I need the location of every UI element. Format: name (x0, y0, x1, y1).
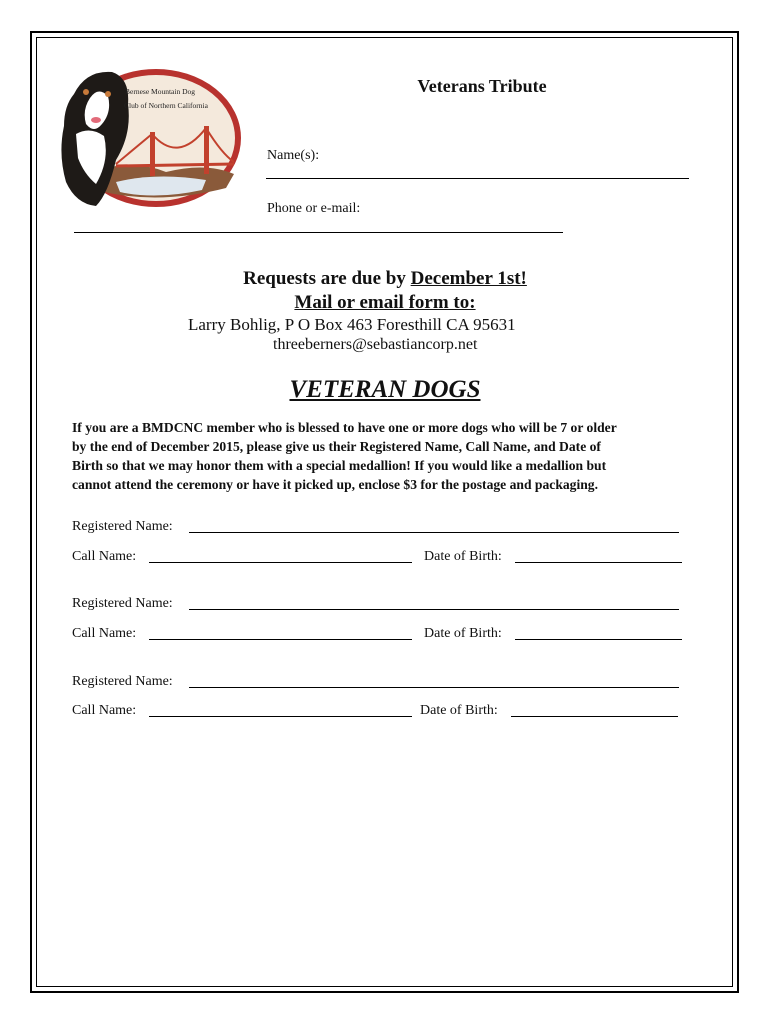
date-of-birth-label: Date of Birth: (420, 703, 498, 718)
paragraph-line: If you are a BMDCNC member who is blessed to have one or more dogs who will be 7 or older (72, 420, 617, 435)
mail-instruction: Mail or email form to: (294, 292, 476, 313)
logo-text-line1: Bernese Mountain Dog (125, 87, 195, 96)
registered-name-label: Registered Name: (72, 596, 173, 611)
date-of-birth-input-line[interactable] (515, 562, 682, 563)
phone-email-input-line[interactable] (74, 232, 563, 233)
call-name-input-line[interactable] (149, 716, 412, 717)
paragraph-line: Birth so that we may honor them with a special medallion! If you would like a medallion but (72, 458, 607, 473)
call-name-input-line[interactable] (149, 562, 412, 563)
registered-name-label: Registered Name: (72, 674, 173, 689)
date-of-birth-label: Date of Birth: (424, 626, 502, 641)
names-label: Name(s): (267, 148, 320, 163)
registered-name-label: Registered Name: (72, 519, 173, 534)
date-of-birth-input-line[interactable] (511, 716, 678, 717)
mailing-address: Larry Bohlig, P O Box 463 Foresthill CA 95631 (188, 315, 516, 334)
paragraph-line: cannot attend the ceremony or have it picked up, enclose $3 for the postage and packaging. (72, 477, 599, 492)
phone-email-label: Phone or e-mail: (267, 201, 361, 216)
section-heading: VETERAN DOGS (289, 376, 481, 403)
due-date: December 1st! (410, 268, 527, 289)
date-of-birth-label: Date of Birth: (424, 549, 502, 564)
instructions-paragraph (72, 418, 702, 494)
registered-name-input-line[interactable] (189, 532, 679, 533)
page-title: Veterans Tribute (417, 76, 547, 96)
call-name-label: Call Name: (72, 549, 137, 564)
call-name-input-line[interactable] (149, 639, 412, 640)
registered-name-input-line[interactable] (189, 687, 679, 688)
logo-text-line2: Club of Northern California (124, 101, 208, 110)
call-name-label: Call Name: (72, 626, 137, 641)
contact-email: threeberners@sebastiancorp.net (273, 336, 478, 353)
call-name-label: Call Name: (72, 703, 137, 718)
registered-name-input-line[interactable] (189, 609, 679, 610)
due-prefix: Requests are due by (243, 268, 406, 289)
names-input-line[interactable] (266, 178, 689, 179)
date-of-birth-input-line[interactable] (515, 639, 682, 640)
due-date-line (0, 268, 770, 290)
paragraph-line: by the end of December 2015, please give us their Registered Name, Call Name, and Date of (72, 439, 601, 454)
